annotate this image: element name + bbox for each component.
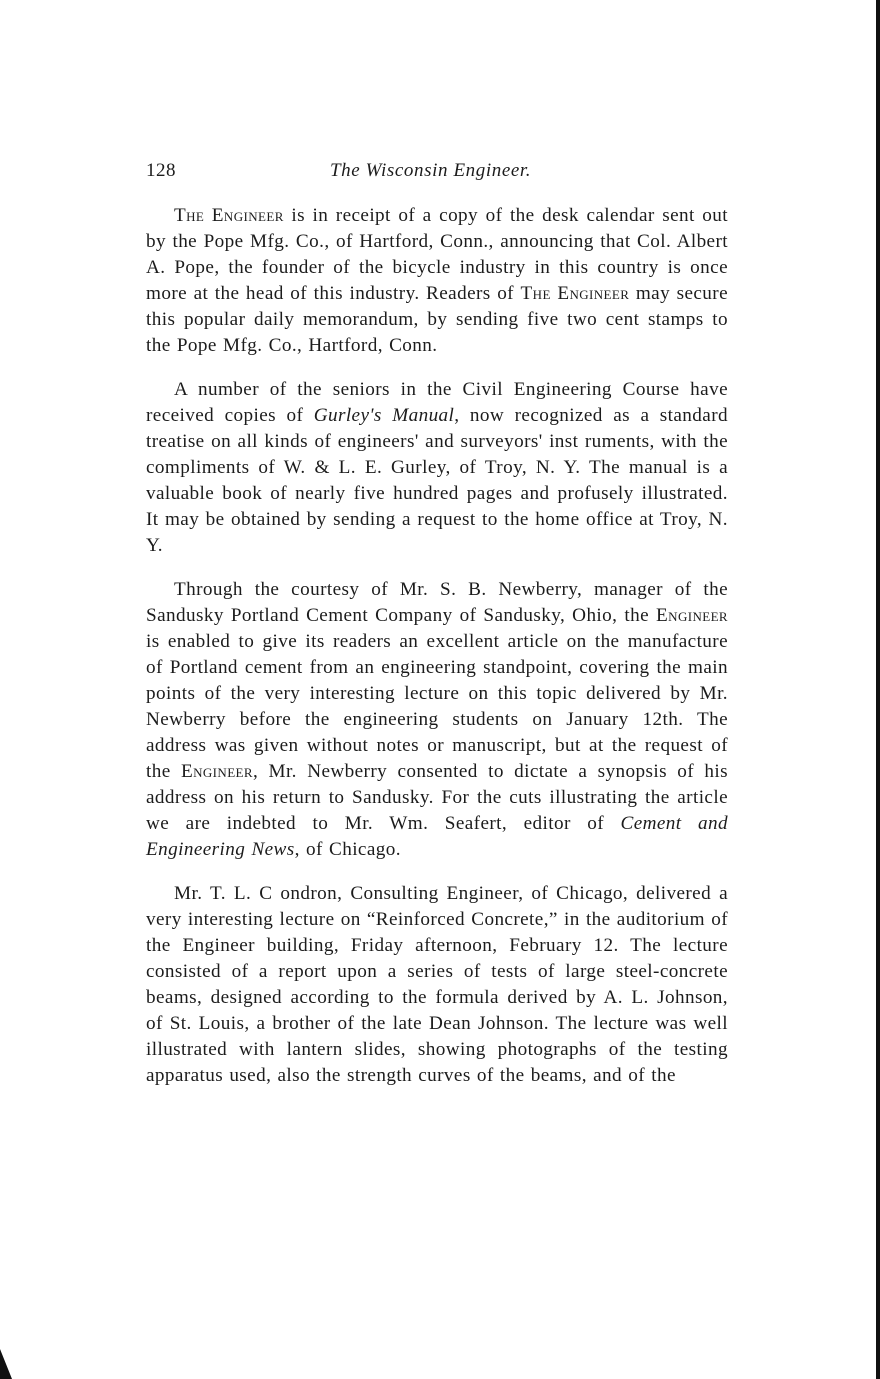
book-title: Gurley's Manual: [313, 405, 455, 426]
text-segment: , Mr. Newberry consented to dictate a synopsis of his address on his return to Sandusky. For the cuts illustrating the article we are indebted to Mr. Wm. Seafert, editor of: [146, 761, 728, 834]
page-corner-shadow: [0, 1349, 12, 1379]
text-segment: A number of the seniors in the Civil Engineering Course have received copies of: [146, 379, 728, 426]
text-segment: is in receipt of a copy of the desk calendar sent out by the Pope Mfg. Co., of Hartford, Conn., announcing that Col. Albert A. Pope, the founder of the bicycle industry in this country is once more at the head of this industry. Readers of: [146, 205, 728, 304]
running-header: [146, 160, 556, 186]
page-number: 128: [146, 160, 176, 181]
running-title: The Wisconsin Engineer.: [330, 160, 532, 181]
paragraph-pope-calendar: [146, 203, 728, 359]
text-segment: , of Chicago.: [294, 839, 401, 860]
publication-name: Engineer: [656, 605, 728, 626]
article-body: [146, 203, 728, 1089]
text-segment: is enabled to give its readers an excellent article on the manufacture of Portland cement from an engineering standpoint, covering the main points of the very interesting lecture on this topic delivered by Mr. Newberry before the engineering students on January 12th. The address was given without notes or manuscript, but at the request of the: [146, 631, 728, 782]
page-edge: [876, 0, 880, 1379]
paragraph-newberry-cement: [146, 577, 728, 863]
publication-name: The Engineer: [174, 205, 284, 226]
text-segment: Through the courtesy of Mr. S. B. Newberry, manager of the Sandusky Portland Cement Company of Sandusky, Ohio, the: [146, 579, 728, 626]
publication-name: Engineer: [180, 761, 253, 782]
paragraph-condron-lecture: [146, 881, 728, 1089]
paragraph-gurley-manual: [146, 377, 728, 559]
text-segment: Mr. T. L. C ondron, Consulting Engineer, of Chicago, delivered a very interesting lecture on “Reinforced Concrete,” in the auditorium of the Engineer building, Friday afternoon, February 12. The lecture consisted of a report upon a series of tests of large steel-concrete beams, designed according to the formula derived by A. L. Johnson, of St. Louis, a brother of the late Dean Johnson. The lecture was well illustrated with lantern slides, showing photographs of the testing apparatus used, also the strength curves of the beams, and of the: [146, 883, 728, 1086]
journal-title: Cement and Engineering News: [146, 813, 728, 860]
text-segment: , now recognized as a standard treatise on all kinds of engineers' and surveyors' inst ruments, with the compliments of W. & L. E. Gurley, of Troy, N. Y. The manual is a valuable book of nearly five hundred pages and profusely illustrated. It may be obtained by sending a request to the home office at Troy, N. Y.: [146, 405, 728, 556]
text-segment: may secure this popular daily memorandum, by sending five two cent stamps to the Pope Mfg. Co., Hartford, Conn.: [146, 283, 729, 356]
publication-name: The Engineer: [520, 283, 630, 304]
